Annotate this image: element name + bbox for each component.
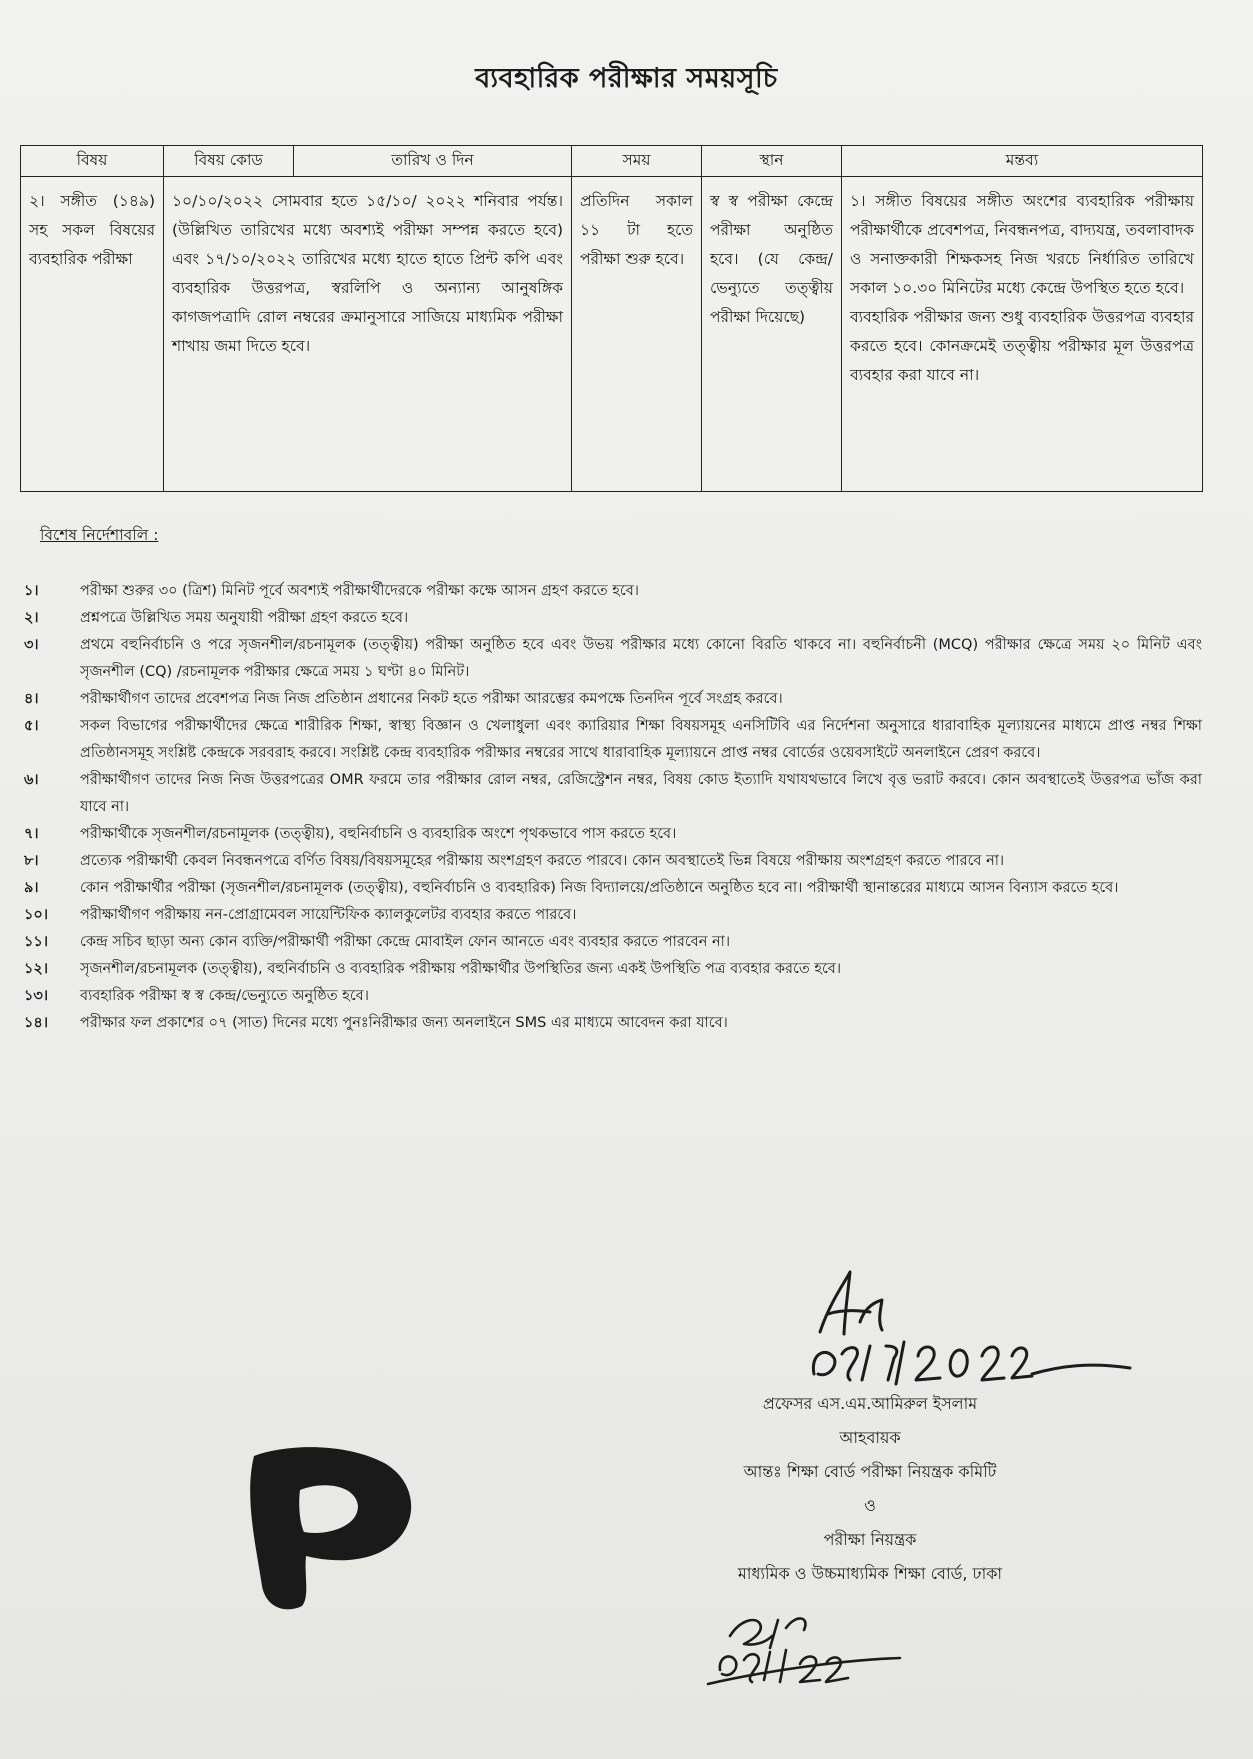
list-item — [24, 1010, 1202, 1037]
signatory-title-1: আহবায়ক — [839, 1428, 901, 1447]
page-title: ব্যবহারিক পরীক্ষার সময়সূচি — [475, 63, 778, 94]
item-text: প্রথমে বহুনির্বাচনি ও পরে সৃজনশীল/রচনামূলক (তত্ত্বীয়) পরীক্ষা অনুষ্ঠিত হবে এবং উভয় পরীক্ষার মধ্যে কোনো বিরতি থাকবে না। বহুনির্বাচনী (MCQ) পরীক্ষার ক্ষেত্রে সময় ২০ মিনিট এবং সৃজনশীল (CQ) /রচনামূলক পরীক্ষার ক্ষেত্রে সময় ১ ঘণ্টা ৪০ মিনিট। — [80, 637, 1202, 680]
list-item — [24, 929, 1202, 956]
item-text: পরীক্ষার্থীগণ তাদের প্রবেশপত্র নিজ নিজ প্রতিষ্ঠান প্রধানের নিকট হতে পরীক্ষা আরম্ভের কমপক্ষে তিনদিন পূর্বে সংগ্রহ করবে। — [80, 691, 783, 707]
signatory-title-3: পরীক্ষা নিয়ন্ত্রক — [823, 1530, 917, 1549]
signatory-conjunction: ও — [864, 1496, 876, 1515]
list-item — [24, 902, 1202, 929]
header-time: সময় — [572, 146, 702, 177]
list-item — [24, 767, 1202, 821]
header-date-day: তারিখ ও দিন — [294, 146, 572, 177]
list-item — [24, 605, 1202, 632]
table-header-row — [21, 146, 1203, 177]
signatory-name: প্রফেসর এস.এম.আমিরুল ইসলাম — [762, 1394, 978, 1413]
item-number: ৯। — [24, 880, 39, 896]
item-number: ৮। — [24, 853, 39, 869]
header-remarks: মন্তব্য — [842, 146, 1203, 177]
list-item — [24, 686, 1202, 713]
cell-time: প্রতিদিন সকাল ১১ টা হতে পরীক্ষা শুরু হবে। — [572, 177, 702, 492]
list-item — [24, 821, 1202, 848]
item-number: ৫। — [24, 718, 39, 734]
cell-remarks — [842, 177, 1203, 492]
item-number: ১২। — [24, 961, 49, 977]
cell-place: স্ব স্ব পরীক্ষা কেন্দ্রে পরীক্ষা অনুষ্ঠিত হবে। (যে কেন্দ্র/ ভেন্যুতে তত্ত্বীয় পরীক্ষা দিয়েছে) — [702, 177, 842, 492]
item-text: সৃজনশীল/রচনামূলক (তত্ত্বীয়), বহুনির্বাচনি ও ব্যবহারিক পরীক্ষায় পরীক্ষার্থীর উপস্থিতির জন্য একই উপস্থিতি পত্র ব্যবহার করতে হবে। — [80, 961, 842, 977]
item-number: ২। — [24, 610, 39, 626]
table-row — [21, 177, 1203, 492]
item-text: ব্যবহারিক পরীক্ষা স্ব স্ব কেন্দ্র/ভেন্যুতে অনুষ্ঠিত হবে। — [80, 988, 369, 1004]
item-text: প্রত্যেক পরীক্ষার্থী কেবল নিবন্ধনপত্রে বর্ণিত বিষয়/বিষয়সমূহের পরীক্ষায় অংশগ্রহণ করতে পারবে। কোন অবস্থাতেই ভিন্ন বিষয়ে পরীক্ষায় অংশগ্রহণ করতে পারবে না। — [80, 853, 1005, 869]
item-text: পরীক্ষা শুরুর ৩০ (ত্রিশ) মিনিট পূর্বে অবশ্যই পরীক্ষার্থীদেরকে পরীক্ষা কক্ষে আসন গ্রহণ করতে হবে। — [80, 583, 639, 599]
header-subject: বিষয় — [21, 146, 164, 177]
item-number: ৪। — [24, 691, 39, 707]
header-subject-code: বিষয় কোড — [164, 146, 294, 177]
signatory-title-2: আন্তঃ শিক্ষা বোর্ড পরীক্ষা নিয়ন্ত্রক কমিটি — [743, 1462, 997, 1481]
instructions-heading — [40, 523, 158, 549]
item-text: কোন পরীক্ষার্থীর পরীক্ষা (সৃজনশীল/রচনামূলক (তত্ত্বীয়), বহুনির্বাচনি ও ব্যবহারিক) নিজ বিদ্যালয়ে/প্রতিষ্ঠানে অনুষ্ঠিত হবে না। পরীক্ষার্থী স্থানান্তরের মাধ্যমে আসন বিন্যাস করতে হবে। — [80, 880, 1119, 896]
handwritten-initial — [700, 1600, 910, 1690]
item-number: ১০। — [24, 907, 49, 923]
list-item — [24, 713, 1202, 767]
item-text: কেন্দ্র সচিব ছাড়া অন্য কোন ব্যক্তি/পরীক্ষার্থী পরীক্ষা কেন্দ্রে মোবাইল ফোন আনতে এবং ব্যবহার করতে পারবেন না। — [80, 934, 731, 950]
cell-subject: ২। সঙ্গীত (১৪৯) সহ সকল বিষয়ের ব্যবহারিক পরীক্ষা — [21, 177, 164, 492]
handwritten-signature-date — [800, 1262, 1140, 1392]
remarks-para-1: ১। সঙ্গীত বিষয়ের সঙ্গীত অংশের ব্যবহারিক পরীক্ষায় পরীক্ষার্থীকে প্রবেশপত্র, নিবন্ধনপত্র, বাদ্যযন্ত্র, তবলাবাদক ও সনাক্তকারী শিক্ষকসহ নিজ খরচে নির্ধারিত তারিখে সকাল ১০.৩০ মিনিটের মধ্যে কেন্দ্রে উপস্থিত হতে হবে। — [850, 192, 1194, 297]
item-number: ১১। — [24, 934, 49, 950]
schedule-table — [20, 145, 1203, 492]
item-text: প্রশ্নপত্রে উল্লিখিত সময় অনুযায়ী পরীক্ষা গ্রহণ করতে হবে। — [80, 610, 409, 626]
signature-block — [620, 1387, 1120, 1591]
list-item — [24, 875, 1202, 902]
item-text: পরীক্ষার্থীগণ তাদের নিজ নিজ উত্তরপত্রের OMR ফরমে তার পরীক্ষার রোল নম্বর, রেজিস্ট্রেশন নম্বর, বিষয় কোড ইত্যাদি যথাযথভাবে লিখে বৃত্ত ভরাট করবে। কোন অবস্থাতেই উত্তরপত্র ভাঁজ করা যাবে না। — [80, 772, 1202, 815]
p-blot-stamp-icon — [226, 1436, 426, 1616]
list-item — [24, 983, 1202, 1010]
list-item — [24, 848, 1202, 875]
item-number: ১৪। — [24, 1015, 49, 1031]
cell-date-day: ১০/১০/২০২২ সোমবার হতে ১৫/১০/ ২০২২ শনিবার পর্যন্ত। (উল্লিখিত তারিখের মধ্যে অবশ্যই পরীক্ষা সম্পন্ন করতে হবে) এবং ১৭/১০/২০২২ তারিখের মধ্যে হাতে হাতে প্রিন্ট কপি এবং ব্যবহারিক উত্তরপত্র, স্বরলিপি ও অন্যান্য আনুষঙ্গিক কাগজপত্রাদি রোল নম্বরের ক্রমানুসারে সাজিয়ে মাধ্যমিক পরীক্ষা শাখায় জমা দিতে হবে। — [164, 177, 572, 492]
item-number: ৭। — [24, 826, 39, 842]
item-number: ৬। — [24, 772, 39, 788]
item-number: ১৩। — [24, 988, 49, 1004]
remarks-para-2: ব্যবহারিক পরীক্ষার জন্য শুধু ব্যবহারিক উত্তরপত্র ব্যবহার করতে হবে। কোনক্রমেই তত্ত্বীয় পরীক্ষার মূল উত্তরপত্র ব্যবহার করা যাবে না। — [850, 308, 1194, 384]
item-text: সকল বিভাগের পরীক্ষার্থীদের ক্ষেত্রে শারীরিক শিক্ষা, স্বাস্থ্য বিজ্ঞান ও খেলাধুলা এবং ক্যারিয়ার শিক্ষা বিষয়সমূহ এনসিটিবি এর নির্দেশনা অনুসারে ধারাবাহিক মূল্যায়নের মাধ্যমে প্রাপ্ত নম্বর শিক্ষা প্রতিষ্ঠানসমূহ সংশ্লিষ্ট কেন্দ্রকে সরবরাহ করবে। সংশ্লিষ্ট কেন্দ্র ব্যবহারিক পরীক্ষার নম্বরের সাথে ধারাবাহিক মূল্যায়নে প্রাপ্ত নম্বর বোর্ডের ওয়েবসাইটে অনলাইনে প্রেরণ করবে। — [80, 718, 1202, 761]
item-number: ৩। — [24, 637, 39, 653]
instructions-heading-text: বিশেষ নির্দেশাবলি : — [40, 526, 159, 544]
item-text: পরীক্ষার্থীকে সৃজনশীল/রচনামূলক (তত্ত্বীয়), বহুনির্বাচনি ও ব্যবহারিক অংশে পৃথকভাবে পাস করতে হবে। — [80, 826, 677, 842]
list-item — [24, 632, 1202, 686]
signatory-board: মাধ্যমিক ও উচ্চমাধ্যমিক শিক্ষা বোর্ড, ঢাকা — [737, 1564, 1003, 1583]
item-number: ১। — [24, 583, 39, 599]
instructions-list — [24, 578, 1202, 1037]
header-place: স্থান — [702, 146, 842, 177]
list-item — [24, 956, 1202, 983]
item-text: পরীক্ষার ফল প্রকাশের ০৭ (সাত) দিনের মধ্যে পুনঃনিরীক্ষার জন্য অনলাইনে SMS এর মাধ্যমে আবেদন করা যাবে। — [80, 1015, 728, 1031]
list-item — [24, 578, 1202, 605]
item-text: পরীক্ষার্থীগণ পরীক্ষায় নন-প্রোগ্রামেবল সায়েন্টিফিক ক্যালকুলেটর ব্যবহার করতে পারবে। — [80, 907, 577, 923]
